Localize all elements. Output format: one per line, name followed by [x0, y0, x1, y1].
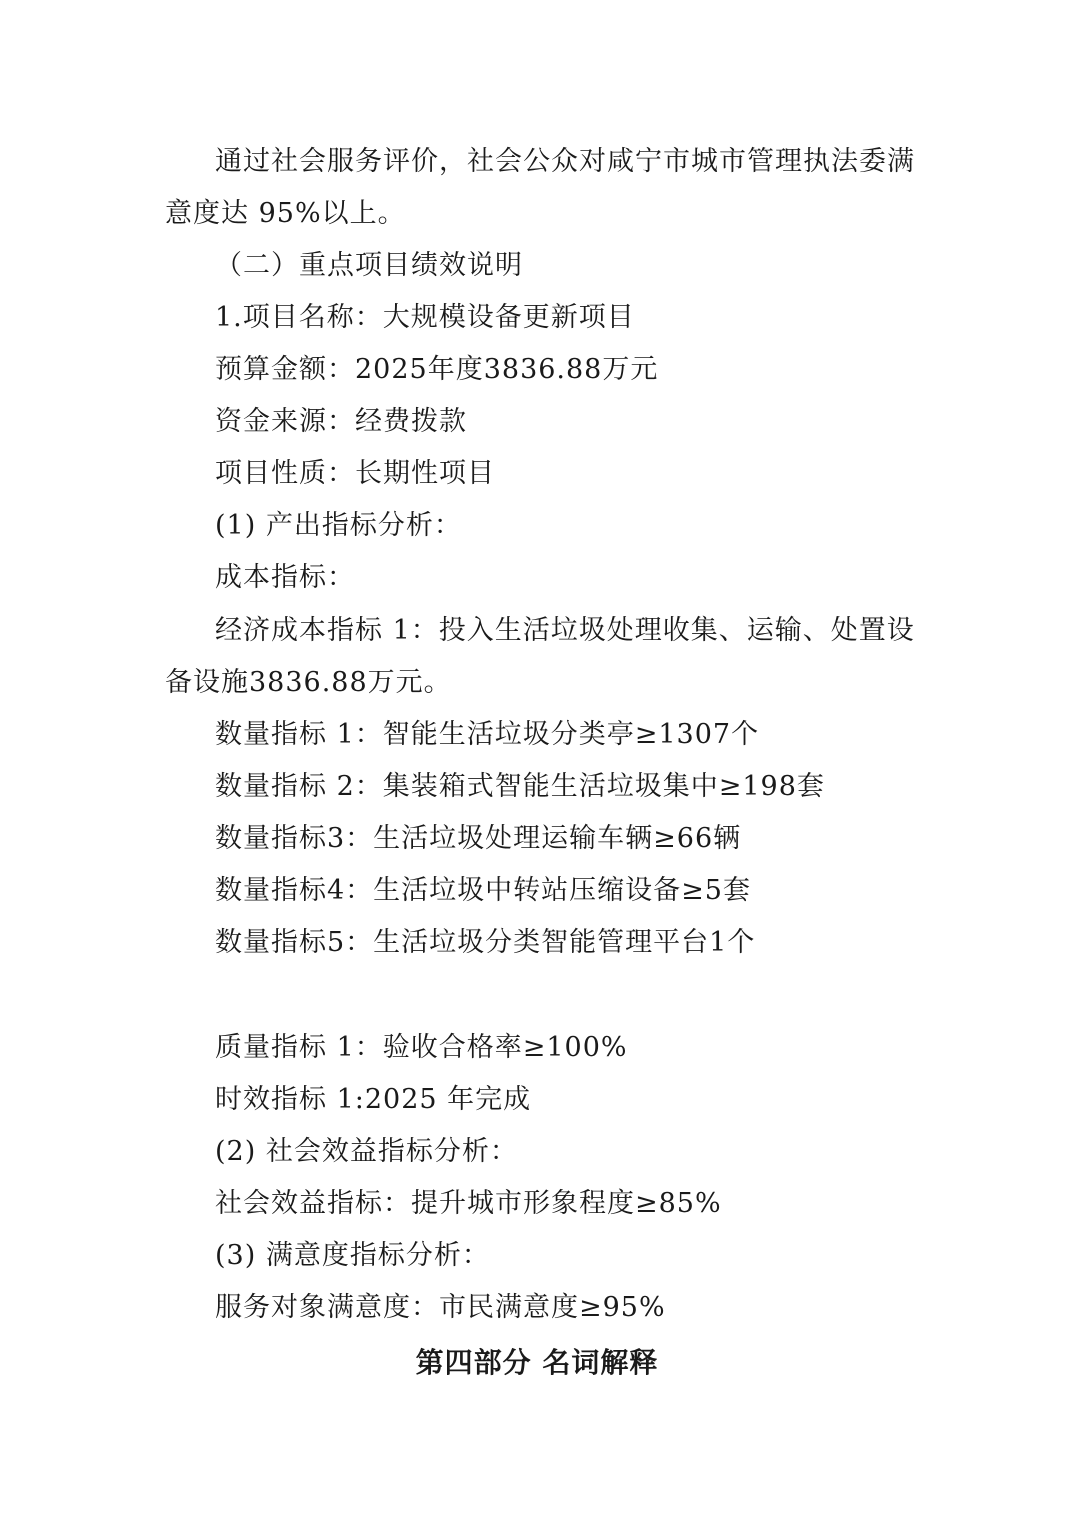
output-indicator-heading: (1) 产出指标分析： — [215, 510, 462, 541]
satisfaction-heading: (3) 满意度指标分析： — [215, 1240, 490, 1271]
social-benefit-indicator: 社会效益指标：提升城市形象程度≥85% — [215, 1188, 722, 1219]
quantity-indicator-5: 数量指标5：生活垃圾分类智能管理平台1个 — [215, 927, 756, 958]
section-heading-glossary: 第四部分 名词解释 — [415, 1346, 659, 1379]
project-nature: 项目性质：长期性项目 — [215, 458, 495, 489]
quantity-indicator-3: 数量指标3：生活垃圾处理运输车辆≥66辆 — [215, 823, 742, 854]
subheading-key-project: （二）重点项目绩效说明 — [215, 250, 523, 281]
project-name: 1.项目名称：大规模设备更新项目 — [215, 302, 635, 333]
paragraph-satisfaction-eval-cont: 意度达 95%以上。 — [165, 198, 406, 229]
budget-amount: 预算金额：2025年度3836.88万元 — [215, 354, 659, 385]
paragraph-satisfaction-eval: 通过社会服务评价，社会公众对咸宁市城市管理执法委满 — [215, 146, 915, 177]
quality-indicator-1: 质量指标 1：验收合格率≥100% — [215, 1032, 628, 1063]
economic-cost-indicator: 经济成本指标 1：投入生活垃圾处理收集、运输、处置设 — [215, 615, 915, 646]
service-satisfaction: 服务对象满意度：市民满意度≥95% — [215, 1292, 666, 1323]
timeliness-indicator-1: 时效指标 1:2025 年完成 — [215, 1084, 532, 1115]
quantity-indicator-2: 数量指标 2：集装箱式智能生活垃圾集中≥198套 — [215, 771, 825, 802]
fund-source: 资金来源：经费拨款 — [215, 406, 467, 437]
cost-indicator-label: 成本指标： — [215, 562, 355, 593]
quantity-indicator-1: 数量指标 1：智能生活垃圾分类亭≥1307个 — [215, 719, 760, 750]
social-benefit-heading: (2) 社会效益指标分析： — [215, 1136, 518, 1167]
quantity-indicator-4: 数量指标4：生活垃圾中转站压缩设备≥5套 — [215, 875, 751, 906]
economic-cost-indicator-cont: 备设施3836.88万元。 — [165, 667, 452, 698]
